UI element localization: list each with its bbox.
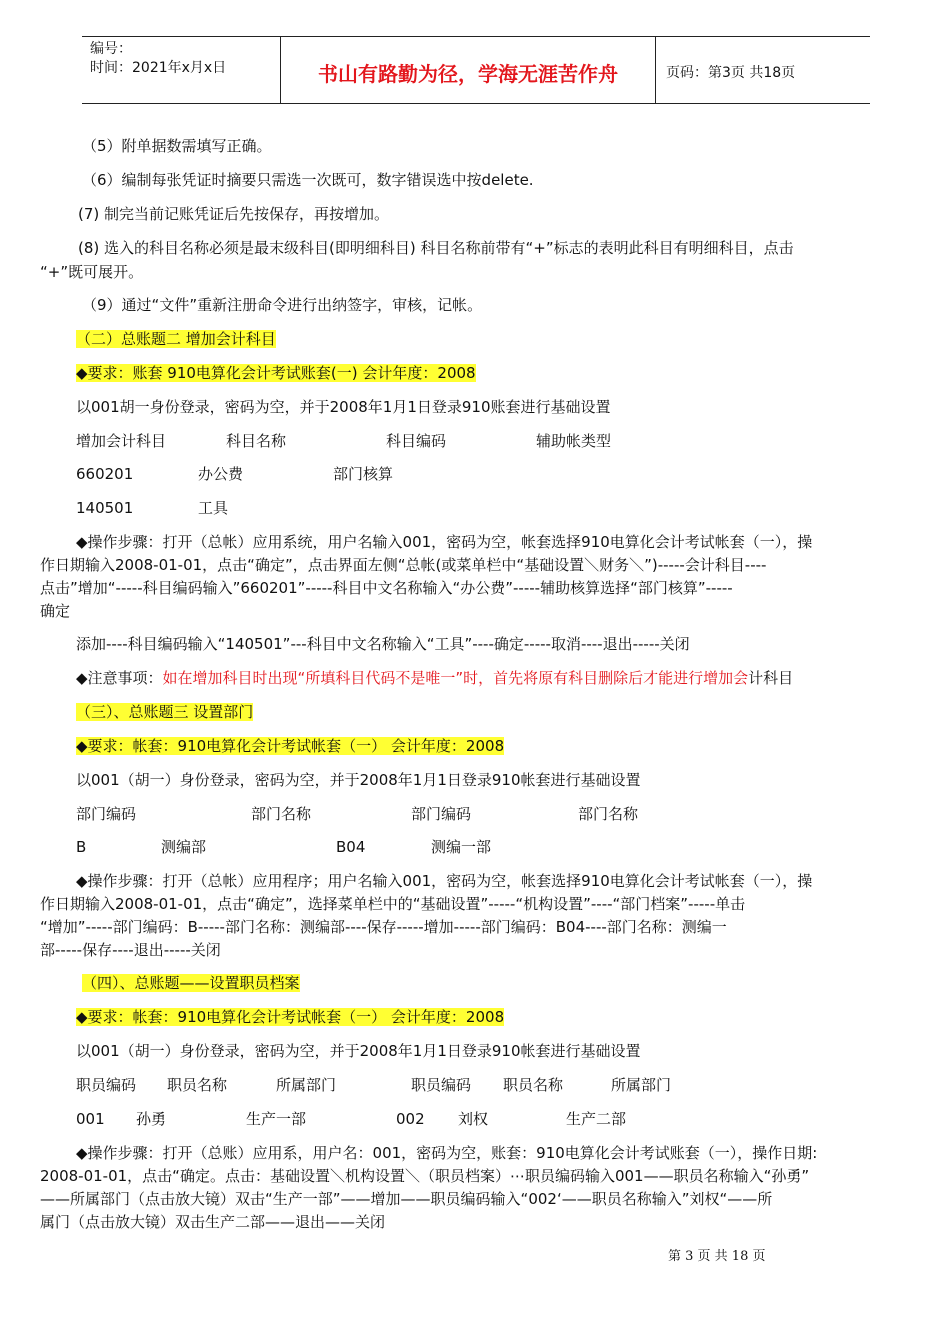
section2-col-4-header: 辅助帐类型 — [536, 432, 612, 450]
section3-col-3-header: 部门编码 — [411, 805, 472, 823]
section3-login: 以001（胡一）身份登录，密码为空，并于2008年1月1日登录910帐套进行基础设置 — [76, 771, 641, 789]
section4-col-1-header: 职员编码 — [76, 1076, 137, 1094]
section4-requirement — [76, 1007, 504, 1027]
section4-staff-dept-1: 生产一部 — [246, 1110, 307, 1128]
section4-title — [82, 973, 300, 993]
section4-col-5-header: 职员名称 — [503, 1076, 564, 1094]
note-5: （5）附单据数需填写正确。 — [82, 137, 272, 155]
section4-requirement-text: ◆要求：帐套：910电算化会计考试帐套（一） 会计年度：2008 — [76, 1008, 505, 1026]
section4-steps-1: ◆操作步骤：打开（总账）应用系，用户名：001，密码为空，账套：910电算化会计考试账套（一），操作日期: — [76, 1144, 818, 1162]
time-label: 时间：2021年x月x日 — [90, 60, 227, 76]
section3-steps-4: 部-----保存----退出-----关闭 — [40, 941, 221, 959]
section3-title — [76, 702, 253, 722]
section2-login: 以001胡一身份登录，密码为空，并于2008年1月1日登录910账套进行基础设置 — [76, 398, 611, 416]
section2-title-text: （二）总账题二 增加会计科目 — [76, 330, 276, 348]
section4-title-text: （四）、总账题——设置职员档案 — [82, 974, 300, 992]
section2-steps-4: 确定 — [40, 602, 71, 620]
section4-staff-code-2: 002 — [396, 1110, 425, 1128]
header-motto-cell — [280, 36, 656, 103]
section4-col-4-header: 职员编码 — [411, 1076, 472, 1094]
section3-dept-name-2: 测编一部 — [431, 838, 492, 856]
section3-steps-3: “增加”-----部门编码：B-----部门名称：测编部----保存-----增加-----部门编码：B04----部门名称：测编一 — [40, 918, 727, 936]
section3-dept-code-1: B — [76, 838, 87, 856]
section2-col-3-header: 科目编码 — [386, 432, 447, 450]
section3-dept-name-1: 测编部 — [161, 838, 207, 856]
section3-steps-2: 作日期输入2008-01-01，点击“确定”，选择菜单栏中的“基础设置”-----“机构设置”----“部门档案”-----单击 — [40, 895, 746, 913]
note-8: (8) 选入的科目名称必须是最末级科目(即明细科目) 科目名称前带有“+”标志的表明此科目有明细科目，点击 — [78, 239, 794, 257]
page-header — [82, 36, 870, 104]
section2-steps-3: 点击”增加“-----科目编码输入”660201”-----科目中文名称输入“办公费”-----辅助核算选择“部门核算”----- — [40, 579, 733, 597]
section4-steps-2: 2008-01-01，点击“确定。点击：基础设置＼机构设置＼（职员档案）⋯职员编码输入001——职员名称输入“孙勇” — [40, 1167, 810, 1185]
section2-row2-code: 140501 — [76, 499, 134, 517]
note-8-cont: “+”既可展开。 — [40, 263, 144, 281]
section2-requirement-text: ◆要求：账套 910电算化会计考试账套(一) 会计年度：2008 — [76, 364, 476, 382]
section3-dept-code-2: B04 — [336, 838, 366, 856]
section2-row1-name: 办公费 — [198, 465, 244, 483]
section4-staff-dept-2: 生产二部 — [566, 1110, 627, 1128]
section4-staff-name-1: 孙勇 — [136, 1110, 167, 1128]
section4-staff-name-2: 刘权 — [458, 1110, 489, 1128]
section3-title-text: （三）、总账题三 设置部门 — [76, 703, 254, 721]
page-footer: 第 3 页 共 18 页 — [668, 1249, 766, 1264]
section4-col-3-header: 所属部门 — [276, 1076, 337, 1094]
section3-requirement-text: ◆要求：帐套：910电算化会计考试帐套（一） 会计年度：2008 — [76, 737, 505, 755]
header-motto: 书山有路勤为径，学海无涯苦作舟 — [318, 62, 618, 86]
number-label: 编号： — [90, 41, 132, 57]
section4-col-6-header: 所属部门 — [611, 1076, 672, 1094]
section3-col-4-header: 部门名称 — [578, 805, 639, 823]
section2-row2-name: 工具 — [198, 499, 229, 517]
section2-col-1-header: 增加会计科目 — [76, 432, 167, 450]
section2-note-lead: ◆注意事项： — [76, 669, 163, 687]
header-page-label: 页码：第3页 共18页 — [666, 65, 796, 81]
note-6: （6）编制每张凭证时摘要只需选一次既可，数字错误选中按delete. — [82, 171, 534, 189]
header-meta — [90, 40, 226, 78]
section4-steps-4: 属门（点击放大镜）双击生产二部——退出——关闭 — [40, 1213, 386, 1231]
section3-steps-1: ◆操作步骤：打开（总帐）应用程序；用户名输入001，密码为空，帐套选择910电算化会计考试帐套（一），操 — [76, 872, 813, 890]
section3-requirement — [76, 736, 504, 756]
section2-steps-5: 添加----科目编码输入“140501”---科目中文名称输入“工具”----确定-----取消----退出-----关闭 — [76, 635, 690, 653]
section2-row1-code: 660201 — [76, 465, 134, 483]
note-9: （9）通过“文件”重新注册命令进行出纳签字，审核，记帐。 — [82, 296, 483, 314]
section2-col-2-header: 科目名称 — [226, 432, 287, 450]
section2-note-tail: 计科目 — [748, 669, 794, 687]
section4-steps-3: ——所属部门（点击放大镜）双击“生产一部”——增加——职员编码输入“002‘——职员名称输入”刘权“——所 — [40, 1190, 773, 1208]
section2-note-red: 如在增加科目时出现“所填科目代码不是唯一”时，首先将原有科目删除后才能进行增加会 — [162, 669, 749, 687]
section2-title — [76, 329, 276, 349]
section3-col-1-header: 部门编码 — [76, 805, 137, 823]
section4-col-2-header: 职员名称 — [167, 1076, 228, 1094]
section4-login: 以001（胡一）身份登录，密码为空，并于2008年1月1日登录910帐套进行基础设置 — [76, 1042, 641, 1060]
section3-col-2-header: 部门名称 — [251, 805, 312, 823]
section4-staff-code-1: 001 — [76, 1110, 105, 1128]
section2-steps-2: 作日期输入2008-01-01，点击“确定”，点击界面左侧“总帐(或菜单栏中“基础设置＼财务＼”)-----会计科目---- — [40, 556, 767, 574]
section2-steps-1: ◆操作步骤：打开（总帐）应用系统，用户名输入001，密码为空，帐套选择910电算化会计考试帐套（一），操 — [76, 533, 813, 551]
section2-requirement — [76, 363, 476, 383]
section2-note — [76, 668, 793, 688]
section2-row1-aux: 部门核算 — [333, 465, 394, 483]
note-7: (7) 制完当前记账凭证后先按保存，再按增加。 — [78, 205, 390, 223]
header-bottom-rule — [82, 103, 870, 104]
